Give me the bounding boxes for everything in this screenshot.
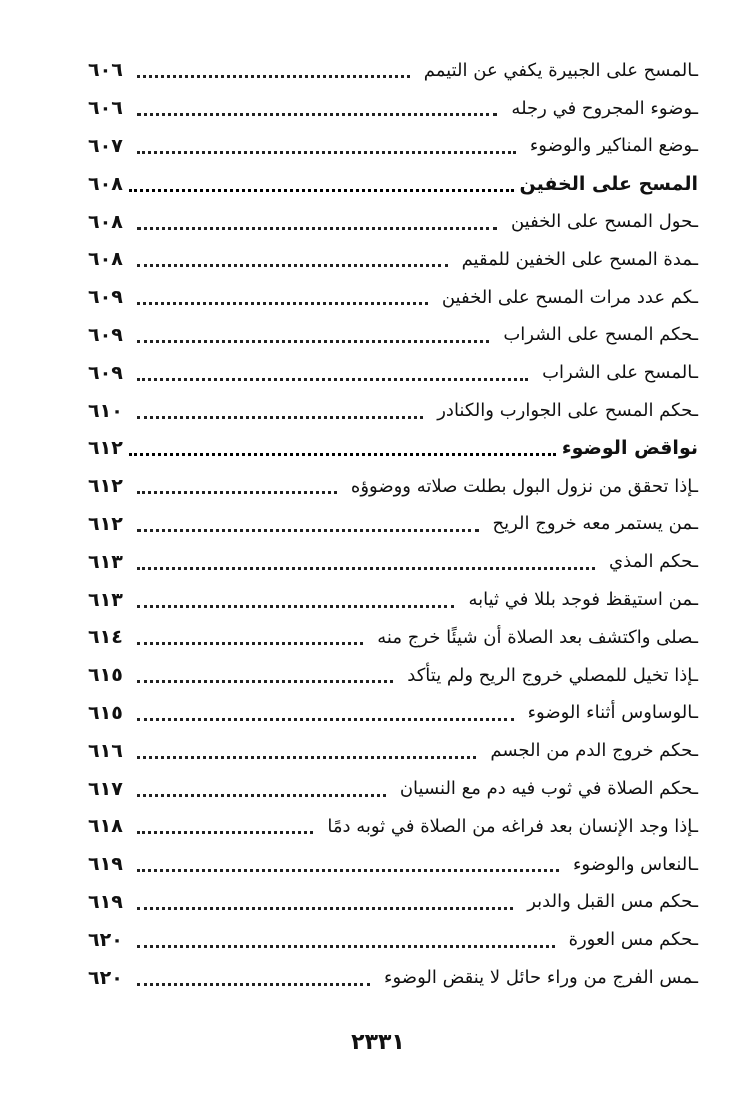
dot-leader [137,605,455,608]
toc-entry-title: ـحكم المسح على الشراب [503,324,698,346]
dot-leader [137,642,363,645]
toc-entry-page-number: ٦٠٩ [88,323,123,346]
toc-entry-page-number: ٦٠٧ [88,134,123,157]
toc-entry-title: ـوضع المناكير والوضوء [529,135,698,157]
dot-leader [129,453,556,456]
toc-entry [88,90,698,128]
toc-entry-page-number: ٦١٢ [88,437,123,460]
dot-leader [137,227,497,230]
dot-leader [137,340,490,343]
toc-entry-page-number: ٦١٣ [88,550,123,573]
dot-leader [137,718,514,721]
toc-entry [88,846,698,884]
toc-entry [88,770,698,808]
toc-entry-title: ـالمسح على الجبيرة يكفي عن التيمم [423,59,698,81]
toc-entry-page-number: ٦٠٨ [88,210,123,233]
toc-entry [88,921,698,959]
table-of-contents [88,52,698,997]
toc-entry-page-number: ٦١٩ [88,890,123,913]
toc-entry [88,52,698,90]
toc-entry-title: ـالنعاس والوضوء [572,853,698,875]
dot-leader [137,491,337,494]
toc-entry-title: ـحول المسح على الخفين [510,211,698,233]
toc-entry [88,959,698,997]
toc-entry [88,279,698,317]
toc-entry-title: ـوضوء المجروح في رجله [511,97,698,119]
dot-leader [137,680,393,683]
dot-leader [137,945,555,948]
toc-entry [88,808,698,846]
toc-entry-page-number: ٦١٥ [88,664,123,687]
toc-entry-page-number: ٦٠٨ [88,248,123,271]
toc-entry [88,506,698,544]
toc-entry-page-number: ٦٠٦ [88,59,123,82]
toc-entry-page-number: ٦١٢ [88,475,123,498]
toc-entry [88,354,698,392]
toc-entry [88,543,698,581]
dot-leader [137,794,386,797]
toc-entry-title: ـحكم مس العورة [568,929,698,951]
toc-entry-page-number: ٦٢٠ [88,928,123,951]
toc-entry-title: ـإذا تحقق من نزول البول بطلت صلاته ووضوؤه [350,475,698,497]
toc-entry-page-number: ٦١٨ [88,815,123,838]
toc-entry-title: ـحكم المسح على الجوارب والكنادر [437,400,698,422]
toc-entry-title: ـحكم الصلاة في ثوب فيه دم مع النسيان [399,778,698,800]
toc-entry-title: ـمس الفرج من وراء حائل لا ينقض الوضوء [384,967,698,989]
dot-leader [137,756,477,759]
toc-entry [88,581,698,619]
toc-entry-page-number: ٦١٩ [88,853,123,876]
page-number: ٢٣٣١ [351,1030,405,1055]
toc-entry-title: ـصلى واكتشف بعد الصلاة أن شيئًا خرج منه [377,626,698,648]
toc-section-heading [88,430,698,468]
toc-entry [88,241,698,279]
toc-entry-page-number: ٦٠٩ [88,361,123,384]
toc-entry-page-number: ٦٢٠ [88,966,123,989]
dot-leader [137,302,428,305]
dot-leader [137,983,370,986]
toc-entry-title: ـحكم خروج الدم من الجسم [490,740,698,762]
toc-entry [88,392,698,430]
toc-entry [88,884,698,922]
toc-section-heading [88,165,698,203]
dot-leader [137,869,559,872]
toc-entry [88,695,698,733]
toc-entry-page-number: ٦١٥ [88,701,123,724]
toc-entry-title: ـالمسح على الشراب [542,362,698,384]
toc-entry [88,468,698,506]
toc-entry [88,619,698,657]
dot-leader [137,75,410,78]
toc-entry-page-number: ٦١٤ [88,626,123,649]
toc-entry-page-number: ٦٠٨ [88,172,123,195]
toc-entry-page-number: ٦١٢ [88,512,123,535]
toc-entry [88,128,698,166]
toc-entry-title: ـإذا وجد الإنسان بعد فراغه من الصلاة في ثوبه دمًا [327,815,698,837]
dot-leader [137,831,314,834]
dot-leader [137,378,528,381]
dot-leader [137,907,513,910]
dot-leader [137,567,595,570]
toc-entry-title: ـكم عدد مرات المسح على الخفين [441,286,698,308]
toc-entry [88,732,698,770]
dot-leader [137,416,423,419]
toc-entry-page-number: ٦١٧ [88,777,123,800]
toc-entry-title: ـمدة المسح على الخفين للمقيم [461,248,698,270]
toc-entry-title: ـحكم مس القبل والدبر [527,891,698,913]
toc-entry-page-number: ٦١٠ [88,399,123,422]
toc-entry [88,657,698,695]
toc-entry-title: نواقض الوضوء [561,437,698,460]
dot-leader [137,264,448,267]
toc-entry-page-number: ٦٠٦ [88,97,123,120]
dot-leader [129,189,514,192]
toc-entry-title: ـمن يستمر معه خروج الريح [492,513,698,535]
toc-entry-page-number: ٦١٣ [88,588,123,611]
toc-entry [88,317,698,355]
toc-entry-page-number: ٦٠٩ [88,286,123,309]
toc-entry-title: ـإذا تخيل للمصلي خروج الريح ولم يتأكد [407,664,698,686]
dot-leader [137,113,498,116]
toc-entry-page-number: ٦١٦ [88,739,123,762]
toc-entry-title: المسح على الخفين [519,172,698,195]
toc-entry-title: ـالوساوس أثناء الوضوء [527,702,698,724]
dot-leader [137,529,479,532]
dot-leader [137,151,516,154]
toc-entry-title: ـمن استيقظ فوجد بللا في ثيابه [468,589,698,611]
toc-entry-title: ـحكم المذي [609,551,698,573]
toc-entry [88,203,698,241]
